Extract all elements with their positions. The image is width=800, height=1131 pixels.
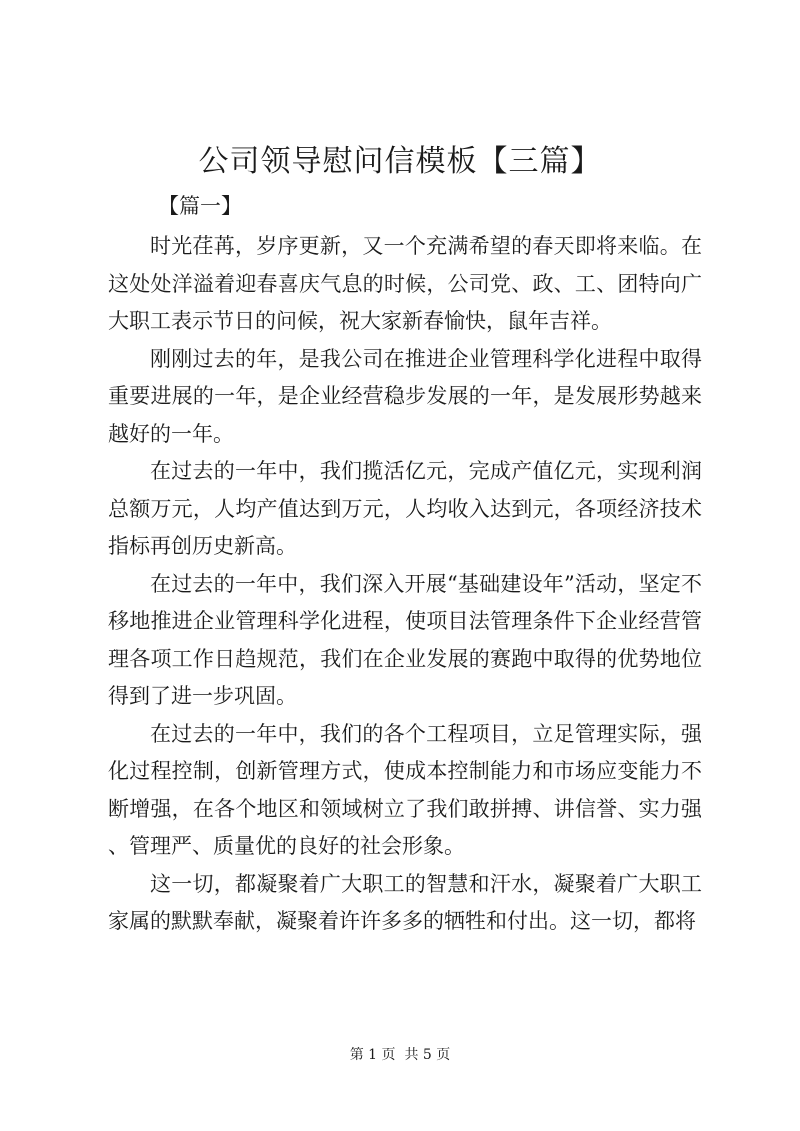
document-title: 公司领导慰问信模板【三篇】 (198, 144, 602, 179)
page-number-footer: 第 1 页 共 5 页 (349, 1047, 451, 1063)
paragraph-1: 时光荏苒，岁序更新，又一个充满希望的春天即将来临。在这处处洋溢着迎春喜庆气息的时候，公司党、政、工、团特向广大职工表示节日的问候，祝大家新春愉快，鼠年吉祥。 (108, 234, 702, 333)
document-body (108, 228, 702, 941)
section-heading: 【篇一】 (158, 194, 242, 218)
paragraph-5: 在过去的一年中，我们的各个工程项目，立足管理实际，强化过程控制，创新管理方式，使成本控制能力和市场应变能力不断增强，在各个地区和领域树立了我们敢拼搏、讲信誉、实力强、管理严、质量优的良好的社会形象。 (108, 721, 702, 858)
paragraph-3: 在过去的一年中，我们揽活亿元，完成产值亿元，实现利润总额万元，人均产值达到万元，人均收入达到元，各项经济技术指标再创历史新高。 (108, 459, 702, 558)
paragraph-2: 刚刚过去的年，是我公司在推进企业管理科学化进程中取得重要进展的一年，是企业经营稳步发展的一年，是发展形势越来越好的一年。 (108, 346, 702, 446)
paragraph-6: 这一切，都凝聚着广大职工的智慧和汗水，凝聚着广大职工家属的默默奉献，凝聚着许许多多的牺牲和付出。这一切，都将 (108, 871, 702, 933)
paragraph-4: 在过去的一年中，我们深入开展“基础建设年”活动，坚定不移地推进企业管理科学化进程，使项目法管理条件下企业经营管理各项工作日趋规范，我们在企业发展的赛跑中取得的优势地位得到了进一步巩固。 (108, 571, 702, 708)
